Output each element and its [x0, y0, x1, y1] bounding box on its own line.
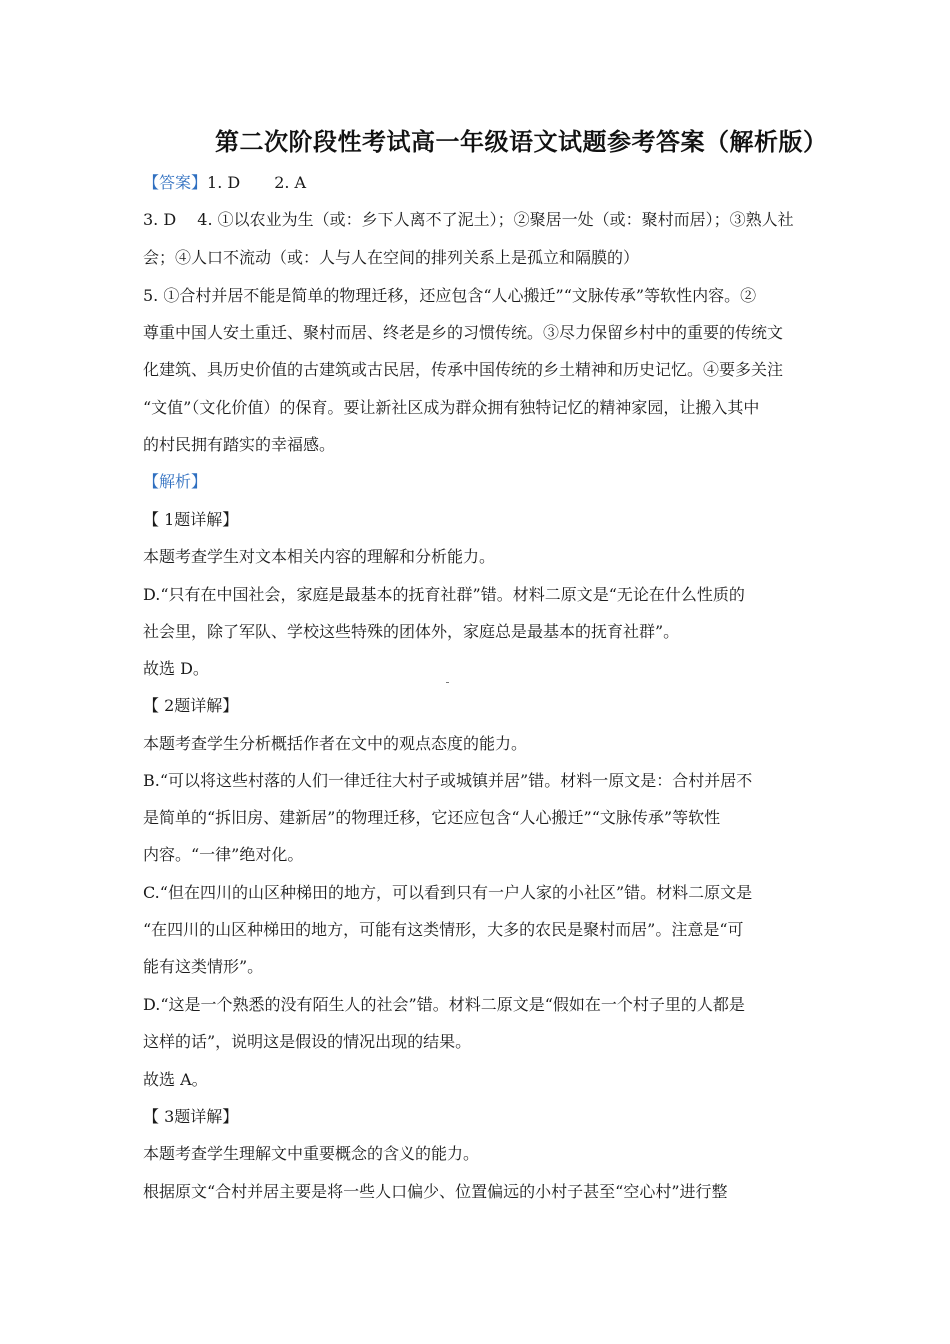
q1-line-4: 故选 D。	[143, 659, 209, 678]
q1-line-2: D.“只有在中国社会，家庭是最基本的抚育社群”错。材料二原文是“无论在什么性质的	[143, 585, 745, 604]
answer-row-2: 3. D 4. ①以农业为生（或：乡下人离不了泥土）；②聚居一处（或：聚村而居）；③熟人社	[143, 210, 794, 229]
answer-5-line-4: “文值”（文化价值）的保育。要让新社区成为群众拥有独特记忆的精神家园，让搬入其中	[143, 398, 760, 417]
answer-5-line-1: 5. ①合村并居不能是简单的物理迁移，还应包含“人心搬迁”“文脉传承”等软性内容。②	[143, 286, 757, 305]
answer-5-line-3: 化建筑、具历史价值的古建筑或古民居，传承中国传统的乡土精神和历史记忆。④要多关注	[143, 360, 784, 379]
q3-line-1: 本题考查学生理解文中重要概念的含义的能力。	[143, 1144, 480, 1163]
q3-line-2: 根据原文“合村并居主要是将一些人口偏少、位置偏远的小村子甚至“空心村”进行整	[143, 1182, 728, 1201]
q2-line-1: 本题考查学生分析概括作者在文中的观点态度的能力。	[143, 734, 528, 753]
q2-line-6: “在四川的山区种梯田的地方，可能有这类情形，大多的农民是聚村而居”。注意是“可	[143, 920, 744, 939]
q1-heading: 【 1题详解】	[143, 510, 239, 529]
q1-line-1: 本题考查学生对文本相关内容的理解和分析能力。	[143, 547, 496, 566]
answer-row-3: 会；④人口不流动（或：人与人在空间的排列关系上是孤立和隔膜的）	[143, 248, 640, 267]
q2-line-2: B.“可以将这些村落的人们一律迁往大村子或城镇并居”错。材料一原文是：合村并居不	[143, 771, 753, 790]
answer-1: 1. D	[207, 173, 241, 192]
analysis-label: 【解析】	[143, 472, 208, 491]
q2-line-9: 这样的话”，说明这是假设的情况出现的结果。	[143, 1032, 472, 1051]
scan-speck	[446, 682, 449, 683]
q2-heading: 【 2题详解】	[143, 696, 239, 715]
q2-line-3: 是简单的“拆旧房、建新居”的物理迁移，它还应包含“人心搬迁”“文脉传承”等软性	[143, 808, 721, 827]
answer-2: 2. A	[274, 173, 307, 192]
q2-line-8: D.“这是一个熟悉的没有陌生人的社会”错。材料二原文是“假如在一个村子里的人都是	[143, 995, 745, 1014]
answer-5-line-5: 的村民拥有踏实的幸福感。	[143, 435, 336, 454]
answer-row-1	[143, 171, 813, 195]
answer-label: 【答案】	[143, 173, 208, 192]
q3-heading: 【 3题详解】	[143, 1107, 239, 1126]
answer-5-line-2: 尊重中国人安土重迁、聚村而居、终老是乡的习惯传统。③尽力保留乡村中的重要的传统文	[143, 323, 784, 342]
q2-line-7: 能有这类情形”。	[143, 957, 264, 976]
q1-line-3: 社会里，除了军队、学校这些特殊的团体外，家庭总是最基本的抚育社群”。	[143, 622, 680, 641]
q2-line-10: 故选 A。	[143, 1070, 208, 1089]
q2-line-4: 内容。“一律”绝对化。	[143, 845, 304, 864]
q2-line-5: C.“但在四川的山区种梯田的地方，可以看到只有一户人家的小社区”错。材料二原文是	[143, 883, 753, 902]
page-title: 第二次阶段性考试高一年级语文试题参考答案（解析版）	[215, 127, 828, 156]
